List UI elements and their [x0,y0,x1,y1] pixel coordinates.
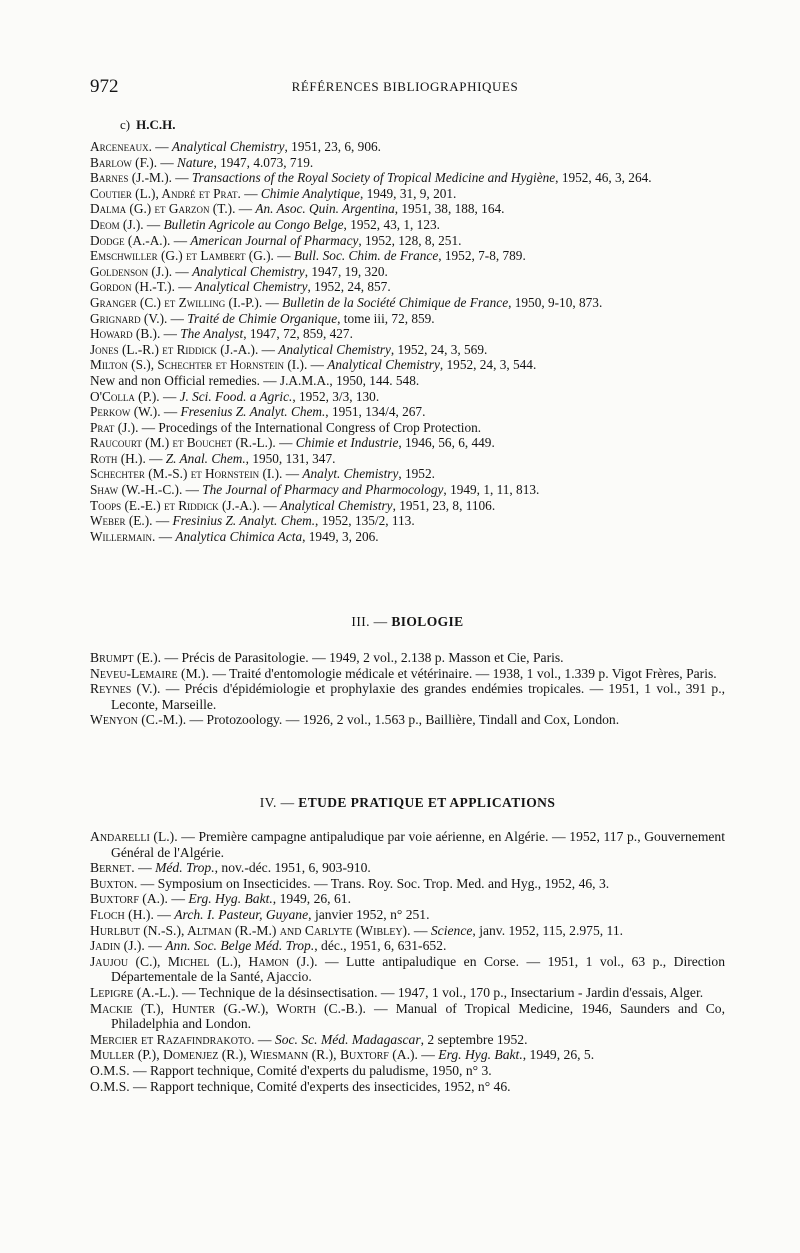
reference-entry [90,938,725,954]
subsection-hch-heading [120,117,175,133]
reference-details: Procedings of the International Congress of Crop Protection. [158,419,482,435]
reference-details: Première campagne antipaludique par voie aérienne, en Algérie. — 1952, 117 p., Gouvernement Général de l'Algérie. [111,829,725,860]
reference-separator: — [144,938,166,954]
reference-separator: — [160,404,181,420]
reference-entry [90,666,725,682]
reference-authors: Shaw (W.-H.-C.). [90,482,183,498]
reference-entry [90,1032,725,1048]
reference-title: Analytical Chemistry [327,357,440,373]
reference-details: Manual of Tropical Medicine, 1946, Saunders and Co, Philadelphia and London. [111,1000,725,1032]
reference-title: Chimie et Industrie [295,435,399,451]
reference-separator: — [208,665,230,681]
section-number: III. — [351,614,388,629]
reference-authors: Deom (J.). [90,216,144,232]
reference-separator: — [170,232,191,248]
reference-separator: — [167,310,188,326]
reference-separator: — [137,875,158,891]
reference-separator: — [160,326,181,342]
reference-entry [90,311,725,327]
reference-details: , nov.-déc. 1951, 6, 903-910. [214,860,371,876]
section-title: ETUDE PRATIQUE ET APPLICATIONS [298,795,556,810]
reference-separator: — [254,1031,275,1047]
reference-authors: Willermain. [90,528,156,544]
reference-authors: Barlow (F.). [90,154,158,170]
reference-list-biologie [90,650,725,728]
reference-separator: — [417,1047,439,1063]
reference-details: , 1949, 1, 11, 813. [443,482,540,498]
reference-authors: Emschwiller (G.) et Lambert (G.). [90,248,274,264]
reference-title: Analytical Chemistry [171,139,285,154]
reference-separator: — [174,279,195,295]
reference-title: Nature [176,154,214,170]
reference-authors: Granger (C.) et Zwilling (I.-P.). [90,294,263,310]
reference-details: Protozoology. — 1926, 2 vol., 1.563 p., Baillière, Tindall and Cox, London. [206,712,620,728]
reference-entry [90,155,725,171]
reference-separator: — [307,357,328,373]
reference-authors: Grignard (V.). [90,310,168,326]
section-heading-applications [90,795,725,811]
reference-title: The Analyst [180,326,244,342]
reference-separator: — [365,1000,396,1016]
reference-entry [90,466,725,482]
reference-title: Chimie Analytique [260,185,360,201]
reference-authors: Prat (J.). [90,419,139,435]
reference-details: Traité d'entomologie médicale et vétérinaire. — 1938, 1 vol., 1.339 p. Vigot Frères, Paris. [229,665,717,681]
reference-title: Soc. Sc. Méd. Madagascar [274,1031,421,1047]
reference-details: , 1952, 7-8, 789. [438,248,526,264]
reference-separator: — [134,860,156,876]
reference-authors: Arceneaux. [90,139,152,154]
reference-details: , 1952, 24, 857. [307,279,391,295]
page-header [90,76,720,100]
reference-entry [90,650,725,666]
reference-authors: Dodge (A.-A.). [90,232,171,248]
reference-details: , 1951, 38, 188, 164. [394,201,505,217]
reference-title: Erg. Hyg. Bakt. [188,891,273,907]
reference-entry [90,907,725,923]
reference-authors: Dalma (G.) et Garzon (T.). [90,201,236,217]
reference-authors: Weber (E.). [90,513,153,529]
reference-entry [90,373,725,389]
reference-entry [90,482,725,498]
reference-authors: Gordon (H.-T.). [90,279,175,295]
reference-entry [90,326,725,342]
reference-authors: Roth (H.). [90,450,146,466]
reference-details: , 1950, 131, 347. [245,450,336,466]
reference-title: Fresinius Z. Analyt. Chem. [172,513,316,529]
reference-details: , 1952, 128, 8, 251. [358,232,462,248]
reference-details: , 1951, 23, 6, 906. [284,139,381,154]
reference-entry [90,985,725,1001]
reference-details: , tome iii, 72, 859. [337,310,435,326]
reference-authors: Muller (P.), Domenjez (R.), Wiesmann (R.), Buxtorf (A.). [90,1047,418,1063]
reference-separator: — [160,681,185,697]
reference-entry [90,829,725,860]
reference-separator: — [182,482,203,498]
reference-details: , déc., 1951, 6, 631-652. [314,938,447,954]
reference-authors: Buxton. [90,875,138,891]
reference-authors: Coutier (L.), André et Prat. [90,185,241,201]
reference-authors: Milton (S.), Schechter et Hornstein (I.). [90,357,308,373]
reference-title: The Journal of Pharmacy and Pharmocology [202,482,444,498]
reference-separator: — [186,712,207,728]
reference-details: , 1952, 24, 3, 569. [390,341,488,357]
reference-title: Analytical Chemistry [194,279,308,295]
reference-authors: Bernet. [90,860,135,876]
reference-entry [90,389,725,405]
reference-authors: Howard (B.). [90,326,161,342]
reference-entry [90,1047,725,1063]
reference-details: , 1952, 3/3, 130. [292,388,380,404]
reference-entry [90,420,725,436]
reference-separator: — [410,922,431,938]
reference-authors: Buxtorf (A.). [90,891,168,907]
reference-entry [90,1001,725,1032]
reference-title: Traité de Chimie Organique [187,310,338,326]
reference-separator: — [275,435,296,451]
reference-entry [90,513,725,529]
reference-details: Lutte antipaludique en Corse. — 1951, 1 vol., 63 p., Direction Départementale de la Santé, Ajaccio. [111,953,725,985]
reference-title: Erg. Hyg. Bakt. [438,1047,523,1063]
reference-separator: — [138,419,159,435]
reference-details: , 1951, 23, 8, 1106. [392,497,496,513]
reference-list-applications [90,829,725,1094]
reference-entry [90,1079,725,1095]
reference-entry [90,217,725,233]
reference-separator: — [167,891,189,907]
reference-entry [90,186,725,202]
reference-separator: — [317,953,347,969]
reference-details: , 1952, 43, 1, 123. [343,216,440,232]
subsection-label: c) [120,117,131,132]
reference-entry [90,891,725,907]
reference-separator: — [143,216,164,232]
reference-title: Analytical Chemistry [279,497,393,513]
reference-entry [90,357,725,373]
reference-details: O.M.S. — Rapport technique, Comité d'experts des insecticides, 1952, n° 46. [90,1078,511,1094]
reference-separator: — [157,154,177,170]
reference-authors: Raucourt (M.) et Bouchet (R.-L.). [90,435,276,451]
reference-authors: Brumpt (E.). [90,650,162,665]
reference-title: Fresenius Z. Analyt. Chem. [180,404,326,420]
reference-title: J. Sci. Food. a Agric. [179,388,293,404]
section-number: IV. — [259,795,295,810]
reference-separator: — [273,248,294,264]
reference-separator: — [171,170,192,186]
reference-separator: — [282,466,303,482]
reference-details: Technique de la désinsectisation. — 1947, 1 vol., 170 p., Insectarium - Jardin d'essais, Alger. [198,984,704,1000]
reference-entry [90,170,725,186]
reference-details: , 1952, 24, 3, 544. [439,357,537,373]
reference-list-hch [90,139,725,544]
reference-entry [90,342,725,358]
reference-details: Symposium on Insecticides. — Trans. Roy. Soc. Trop. Med. and Hyg., 1952, 46, 3. [157,875,610,891]
subsection-title: H.C.H. [136,117,176,132]
reference-authors: Mercier et Razafindrakoto. [90,1031,255,1047]
reference-authors: Perkow (W.). [90,404,161,420]
reference-title: Bulletin de la Société Chimique de France [282,294,509,310]
reference-details: , 1949, 3, 206. [302,528,379,544]
reference-authors: Reynes (V.). [90,681,161,697]
reference-details: , 1947, 19, 320. [304,263,388,279]
reference-separator: — [258,341,279,357]
reference-authors: Neveu-Lemaire (M.). [90,665,209,681]
reference-details: Précis d'épidémiologie et prophylaxie des grandes endémies tropicales. — 1951, 1 vol., 391 p., Leconte, Marseille. [111,681,725,712]
reference-authors: Floch (H.). [90,906,154,922]
reference-separator: — [151,139,172,154]
reference-authors: Jadin (J.). [90,938,145,954]
reference-details: , 1952. [398,466,435,482]
reference-details: , 1946, 56, 6, 449. [398,435,495,451]
reference-title: Ann. Soc. Belge Méd. Trop. [165,938,315,954]
reference-authors: Jones (L.-R.) et Riddick (J.-A.). [90,341,259,357]
reference-separator: — [153,906,175,922]
reference-authors: Barnes (J.-M.). [90,170,172,186]
reference-details: New and non Official remedies. — J.A.M.A., 1950, 144. 548. [90,372,420,388]
reference-details: , janv. 1952, 115, 2.975, 11. [472,922,624,938]
reference-details: , 1950, 9-10, 873. [508,294,603,310]
reference-details: , 1951, 134/4, 267. [325,404,426,420]
reference-authors: Hurlbut (N.-S.), Altman (R.-M.) and Carlyte (Wibley). [90,922,411,938]
reference-authors: O'Colla (P.). [90,388,160,404]
reference-details: O.M.S. — Rapport technique, Comité d'experts du paludisme, 1950, n° 3. [90,1062,492,1078]
reference-entry [90,923,725,939]
reference-details: , 1952, 46, 3, 264. [555,170,652,186]
reference-entry [90,279,725,295]
reference-authors: Jaujou (C.), Michel (L.), Hamon (J.). [90,953,318,969]
reference-entry [90,435,725,451]
reference-authors: Schechter (M.-S.) et Hornstein (I.). [90,466,283,482]
reference-separator: — [145,450,166,466]
reference-entry [90,248,725,264]
reference-separator: — [262,294,283,310]
reference-details: , 1949, 26, 5. [522,1047,595,1063]
reference-title: American Journal of Pharmacy [190,232,359,248]
reference-entry [90,876,725,892]
reference-entry [90,139,725,155]
reference-separator: — [178,984,199,1000]
reference-entry [90,201,725,217]
reference-separator: — [155,528,176,544]
reference-separator: — [235,201,256,217]
section-heading-biologie [90,614,725,630]
reference-title: Analytica Chimica Acta [175,528,303,544]
reference-separator: — [177,829,199,844]
reference-title: Méd. Trop. [155,860,215,876]
reference-entry [90,954,725,985]
reference-title: An. Asoc. Quin. Argentina [255,201,395,217]
reference-authors: Andarelli (L.). [90,829,178,844]
reference-title: Analyt. Chemistry [302,466,399,482]
reference-entry [90,1063,725,1079]
reference-title: Bull. Soc. Chim. de France [293,248,439,264]
section-title: BIOLOGIE [391,614,464,629]
reference-details: , 1947, 72, 859, 427. [243,326,353,342]
reference-separator: — [159,388,180,404]
reference-details: , 2 septembre 1952. [420,1031,528,1047]
reference-details: , 1947, 4.073, 719. [213,154,314,170]
reference-title: Analytical Chemistry [192,263,305,279]
reference-authors: Goldenson (J.). [90,263,173,279]
reference-entry [90,860,725,876]
reference-details: , 1952, 135/2, 113. [315,513,415,529]
reference-authors: Mackie (T.), Hunter (G.-W.), Worth (C.-B.). [90,1000,366,1016]
reference-entry [90,264,725,280]
reference-details: , 1949, 26, 61. [272,891,351,907]
reference-details: , janvier 1952, n° 251. [308,906,430,922]
running-title: RÉFÉRENCES BIBLIOGRAPHIQUES [291,79,519,94]
reference-title: Arch. I. Pasteur, Guyane [174,906,309,922]
page-number: 972 [90,76,119,97]
reference-title: Z. Anal. Chem. [165,450,246,466]
reference-authors: Lepigre (A.-L.). [90,984,179,1000]
reference-separator: — [172,263,193,279]
reference-entry [90,529,725,545]
reference-authors: Toops (E.-E.) et Riddick (J.-A.). [90,497,260,513]
reference-entry [90,681,725,712]
reference-title: Bulletin Agricole au Congo Belge [163,216,344,232]
reference-details: , 1949, 31, 9, 201. [359,185,457,201]
reference-entry [90,451,725,467]
reference-entry [90,712,725,728]
reference-authors: Wenyon (C.-M.). [90,712,187,728]
reference-entry [90,233,725,249]
reference-title: Transactions of the Royal Society of Tropical Medicine and Hygiène [191,170,556,186]
reference-entry [90,498,725,514]
reference-separator: — [161,650,182,665]
reference-details: Précis de Parasitologie. — 1949, 2 vol., 2.138 p. Masson et Cie, Paris. [181,650,564,665]
reference-separator: — [260,497,280,513]
reference-title: Science [430,922,473,938]
reference-separator: — [240,185,261,201]
reference-separator: — [152,513,173,529]
reference-entry [90,295,725,311]
reference-title: Analytical Chemistry [278,341,391,357]
reference-entry [90,404,725,420]
